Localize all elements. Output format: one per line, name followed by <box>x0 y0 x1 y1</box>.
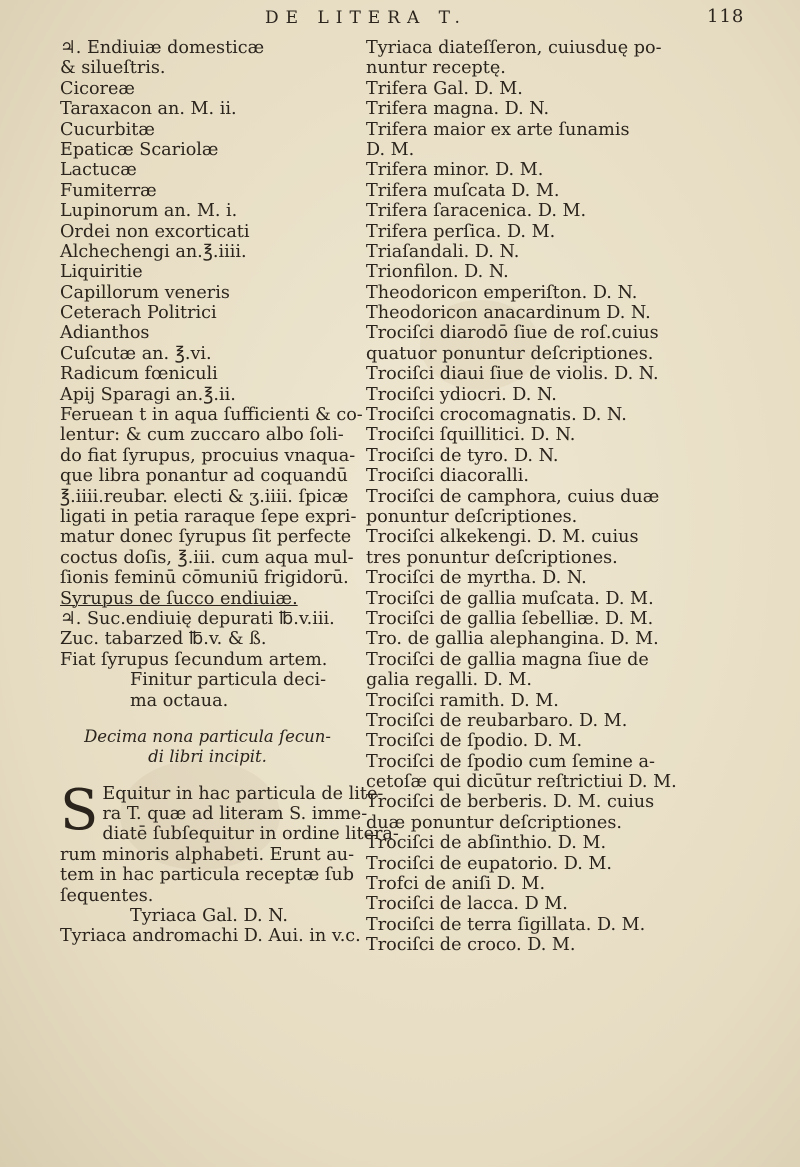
text-line: Tro. de gallia alephangina. D. M. <box>366 629 659 650</box>
text-line: cetoſæ qui dicūtur reſtrictiui D. M. <box>366 772 677 793</box>
text-line: Trociſci de abſinthio. D. M. <box>366 833 607 854</box>
text-line: Trociſci crocomagnatis. D. N. <box>366 405 627 426</box>
text-line: Trociſci de ſpodio cum ſemine a- <box>366 751 655 772</box>
text-line: Trifera maior ex arte ſunamis <box>366 119 630 140</box>
text-line: duæ ponuntur deſcriptiones. <box>366 812 622 833</box>
text-line: Finitur particula deci- <box>130 670 327 691</box>
text-line: Tyriaca diateſſeron, cuiusduę po- <box>366 38 662 58</box>
page-header <box>0 4 800 34</box>
text-line: Theodoricon anacardinum D. N. <box>366 303 651 324</box>
running-head: DE LITERA T. <box>265 8 467 28</box>
text-line: Capillorum veneris <box>60 282 230 303</box>
section-heading <box>60 727 355 768</box>
text-line: Tyriaca Gal. D. N. <box>130 906 289 927</box>
text-line: Trociſci de reubarbaro. D. M. <box>366 710 628 731</box>
section-heading-line: Decima nona particula ſecun- <box>84 726 331 746</box>
text-line: Trociſci de eupatorio. D. M. <box>366 853 613 874</box>
text-line: que libra ponantur ad coquandū <box>60 466 348 487</box>
text-line: Trociſci de terra ſigillata. D. M. <box>366 914 646 935</box>
text-line: Trociſci ſquillitici. D. N. <box>366 425 576 446</box>
text-line: Trifera Gal. D. M. <box>366 78 523 99</box>
text-line: Trifera ſaracenica. D. M. <box>366 201 587 222</box>
text-line: Trociſci de croco. D. M. <box>366 935 576 956</box>
text-line: Ordei non excorticati <box>60 221 250 242</box>
text-line: Apij Sparagi an.℥.ii. <box>60 384 236 405</box>
text-line: Trociſci ramith. D. M. <box>366 690 559 711</box>
text-line: nuntur receptę. <box>366 58 506 79</box>
text-line: Trifera minor. D. M. <box>366 160 544 181</box>
text-line: ma octaua. <box>130 690 229 711</box>
text-line: Trociſci de lacca. D M. <box>366 894 568 915</box>
text-line: Trociſci diarodō ſiue de roſ.cuius <box>366 323 659 344</box>
text-line: & silueſtris. <box>60 58 166 79</box>
text-line: Trociſci de gallia magna ſiue de <box>366 649 649 670</box>
text-line: ligati in petia raraque ſepe expri- <box>60 506 357 527</box>
text-line: Trociſci de gallia muſcata. D. M. <box>366 588 654 609</box>
recipe-list <box>60 38 363 711</box>
text-line: Epaticæ Scariolæ <box>60 139 219 160</box>
text-line: Trionfilon. D. N. <box>366 262 509 283</box>
text-line: ♃. Endiuiæ domesticæ <box>60 38 265 58</box>
drop-capital: S <box>60 777 99 843</box>
text-line: ſequentes. <box>60 885 154 906</box>
text-line: ponuntur deſcriptiones. <box>366 506 578 527</box>
section-heading-line: di libri incipit. <box>148 747 267 767</box>
text-line: Trociſci alkekengi. D. M. cuius <box>366 527 639 548</box>
text-line: Fiat ſyrupus ſecundum artem. <box>60 649 328 670</box>
text-line: Lupinorum an. M. i. <box>60 201 238 222</box>
text-line: Triaſandali. D. N. <box>366 241 520 262</box>
right-column <box>366 38 791 956</box>
text-line: Trociſci de ſpodio. D. M. <box>366 731 583 752</box>
intro-paragraph <box>60 777 399 906</box>
text-line: quatuor ponuntur deſcriptiones. <box>366 343 654 364</box>
text-line: Fumiterræ <box>60 180 157 201</box>
text-line: Adianthos <box>60 323 150 344</box>
text-line: Syrupus de ſucco endiuiæ. <box>60 588 298 609</box>
text-line: diatē ſubſequitur in ordine litera- <box>102 824 399 845</box>
text-line: Trociſci de camphora, cuius duæ <box>366 486 660 507</box>
text-line: Trociſci de gallia ſebelliæ. D. M. <box>366 608 654 629</box>
text-line: coctus doſis, ℥.iii. cum aqua mul- <box>60 547 354 568</box>
text-line: Trifera magna. D. N. <box>366 99 550 120</box>
text-line: ♃. Suc.endiuię depurati ℔.v.iii. <box>60 608 335 629</box>
text-line: Trociſci diaui ſiue de violis. D. N. <box>366 364 659 385</box>
text-line: Taraxacon an. M. ii. <box>60 99 237 120</box>
text-line: tres ponuntur deſcriptiones. <box>366 547 618 568</box>
text-line: ſionis feminū cōmuniū frigidorū. <box>60 568 349 589</box>
recipe-list-continued <box>60 906 361 947</box>
text-line: Trifera muſcata D. M. <box>366 180 560 201</box>
text-line: Trofci de aniſi D. M. <box>366 874 546 895</box>
text-line: galia regalli. D. M. <box>366 670 532 691</box>
text-line: Trociſci de tyro. D. N. <box>366 445 559 466</box>
text-line: ℥.iiii.reubar. electi & ʒ.iiii. ſpicæ <box>60 486 349 507</box>
text-line: Equitur in hac particula de lite- <box>102 783 384 804</box>
text-line: Alchechengi an.℥.iiii. <box>60 241 247 262</box>
text-line: ra T. quæ ad literam S. imme- <box>102 804 368 825</box>
folio-number: 118 <box>707 6 745 27</box>
text-line: Trociſci de berberis. D. M. cuius <box>366 792 655 813</box>
text-line: lentur: & cum zuccaro albo ſoli- <box>60 425 344 446</box>
text-line: rum minoris alphabeti. Erunt au- <box>60 844 355 865</box>
text-line: Tyriaca andromachi D. Aui. in v.c. <box>60 926 361 947</box>
text-line: Feruean t in aqua ſufficienti & co- <box>60 405 363 426</box>
text-line: tem in hac particula receptæ ſub <box>60 865 354 886</box>
text-line: Radicum fœniculi <box>60 364 218 385</box>
text-line: Lactucæ <box>60 160 137 181</box>
text-line: Trociſci diacoralli. <box>366 466 529 487</box>
text-line: do fiat ſyrupus, procuius vnaqua- <box>60 445 356 466</box>
text-line: Trociſci ydiocri. D. N. <box>366 384 557 405</box>
text-line: Theodoricon emperiſton. D. N. <box>366 282 638 303</box>
text-line: Cuſcutæ an. ℥.vi. <box>60 343 212 364</box>
text-line: Liquiritie <box>60 262 143 283</box>
text-line: Cicoreæ <box>60 78 135 99</box>
text-line: Zuc. tabarzed ℔.v. & ß. <box>60 629 267 650</box>
text-line: Trociſci de myrtha. D. N. <box>366 568 587 589</box>
text-line: D. M. <box>366 139 415 160</box>
text-line: Ceterach Politrici <box>60 303 217 324</box>
recipe-index <box>366 38 791 956</box>
text-line: matur donec ſyrupus ſit perfecte <box>60 527 352 548</box>
text-line: Trifera perſica. D. M. <box>366 221 556 242</box>
text-line: Cucurbitæ <box>60 119 155 140</box>
